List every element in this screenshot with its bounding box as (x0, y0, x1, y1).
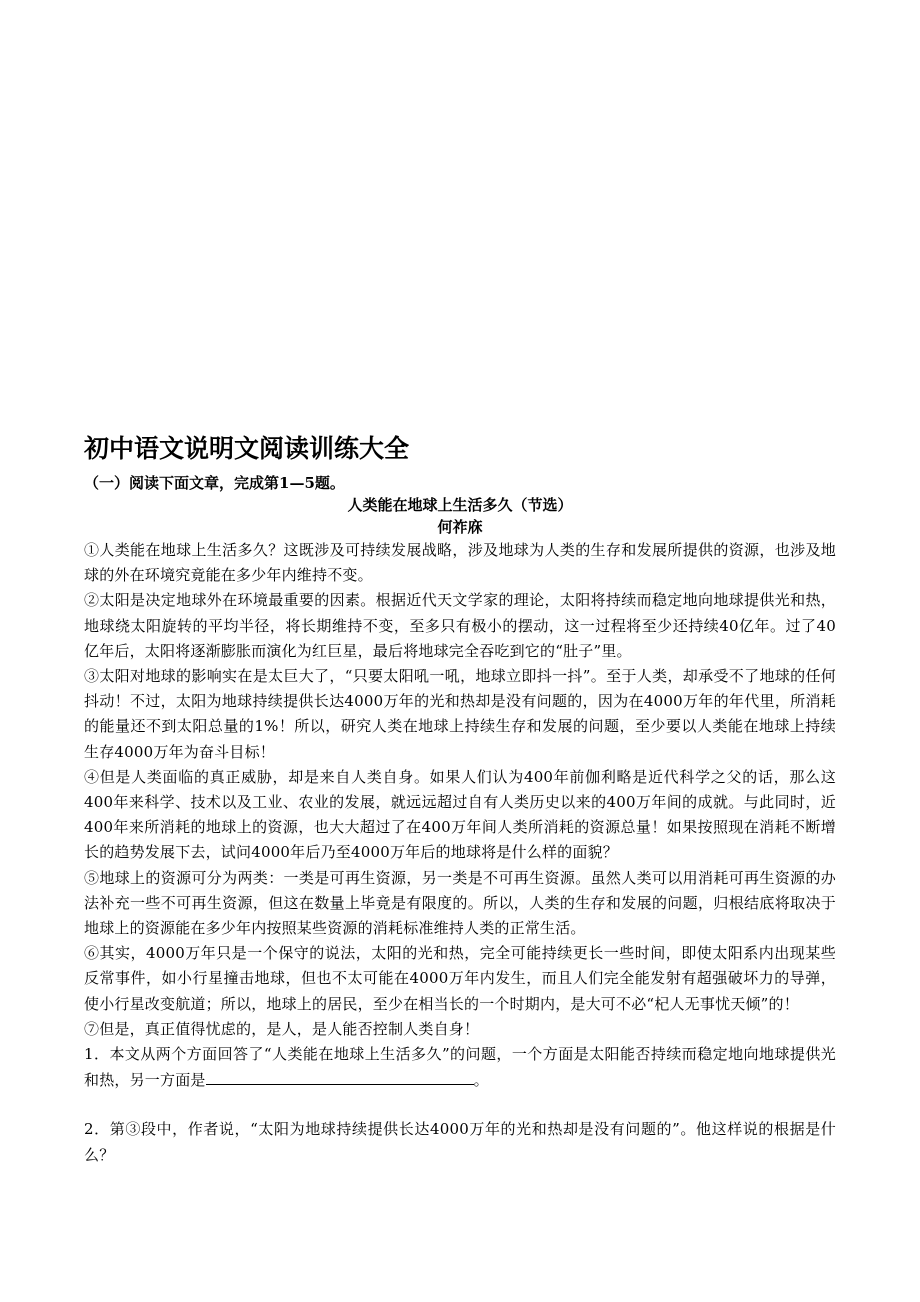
question-1 (84, 1042, 836, 1093)
document-title: 初中语文说明文阅读训练大全 (84, 434, 410, 463)
question-1-text: 1．本文从两个方面回答了“人类能在地球上生活多久”的问题，一个方面是太阳能否持续而稳定地向地球提供光和热，另一方面是 (84, 1045, 836, 1090)
paragraph-6: ⑥其实，4000万年只是一个保守的说法，太阳的光和热，完全可能持续更长一些时间，即使太阳系内出现某些反常事件，如小行星撞击地球，但也不太可能在4000万年内发生，而且人们完全能发射有超强破坏力的导弹，使小行星改变航道；所以，地球上的居民，至少在相当长的一个时期内，是大可不必“杞人无事忧天倾”的！ (84, 944, 836, 1013)
paragraph-5: ⑤地球上的资源可分为两类：一类是可再生资源，另一类是不可再生资源。虽然人类可以用消耗可再生资源的办法补充一些不可再生资源，但这在数量上毕竟是有限度的。所以，人类的生存和发展的问题，归根结底将取决于地球上的资源能在多少年内按照某些资源的消耗标准维持人类的正常生活。 (84, 868, 836, 938)
article-title: 人类能在地球上生活多久（节选） (347, 496, 573, 514)
paragraph-7: ⑦但是，真正值得忧虑的，是人，是人能否控制人类自身！ (84, 1019, 480, 1038)
spacer (84, 1093, 836, 1117)
section-instruction: （一）阅读下面文章，完成第1—5题。 (84, 474, 345, 492)
document-page (84, 432, 836, 1168)
question-2: 2．第③段中，作者说，“太阳为地球持续提供长达4000万年的光和热却是没有问题的”。他这样说的根据是什么？ (84, 1120, 836, 1164)
question-1-end: 。 (473, 1071, 489, 1090)
paragraph-2: ②太阳是决定地球外在环境最重要的因素。根据近代天文学家的理论，太阳将持续而稳定地向地球提供光和热，地球绕太阳旋转的平均半径，将长期维持不变，至多只有极小的摆动，这一过程将至少还持续40亿年。过了40亿年后，太阳将逐渐膨胀而演化为红巨星，最后将地球完全吞吃到它的“肚子”里。 (84, 591, 836, 660)
paragraph-1: ①人类能在地球上生活多久？这既涉及可持续发展战略，涉及地球为人类的生存和发展所提供的资源，也涉及地球的外在环境究竟能在多少年内维持不变。 (84, 541, 836, 585)
article-author: 何祚庥 (437, 518, 483, 536)
paragraph-3: ③太阳对地球的影响实在是太巨大了，“只要太阳吼一吼，地球立即抖一抖”。至于人类，却承受不了地球的任何抖动！不过，太阳为地球持续提供长达4000万年的光和热却是没有问题的，因为在4000万年的年代里，所消耗的能量还不到太阳总量的1%！所以，研究人类在地球上持续生存和发展的问题，至少要以人类能在地球上持续生存4000万年为奋斗目标！ (84, 667, 836, 761)
answer-blank[interactable] (206, 1067, 474, 1085)
paragraph-4: ④但是人类面临的真正威胁，却是来自人类自身。如果人们认为400年前伽利略是近代科学之父的话，那么这400年来科学、技术以及工业、农业的发展，就远远超过自有人类历史以来的400万年间的成就。与此同时，近400年来所消耗的地球上的资源，也大大超过了在400万年间人类所消耗的资源总量！如果按照现在消耗不断增长的趋势发展下去，试问4000年后乃至4000万年后的地球将是什么样的面貌？ (84, 767, 836, 862)
